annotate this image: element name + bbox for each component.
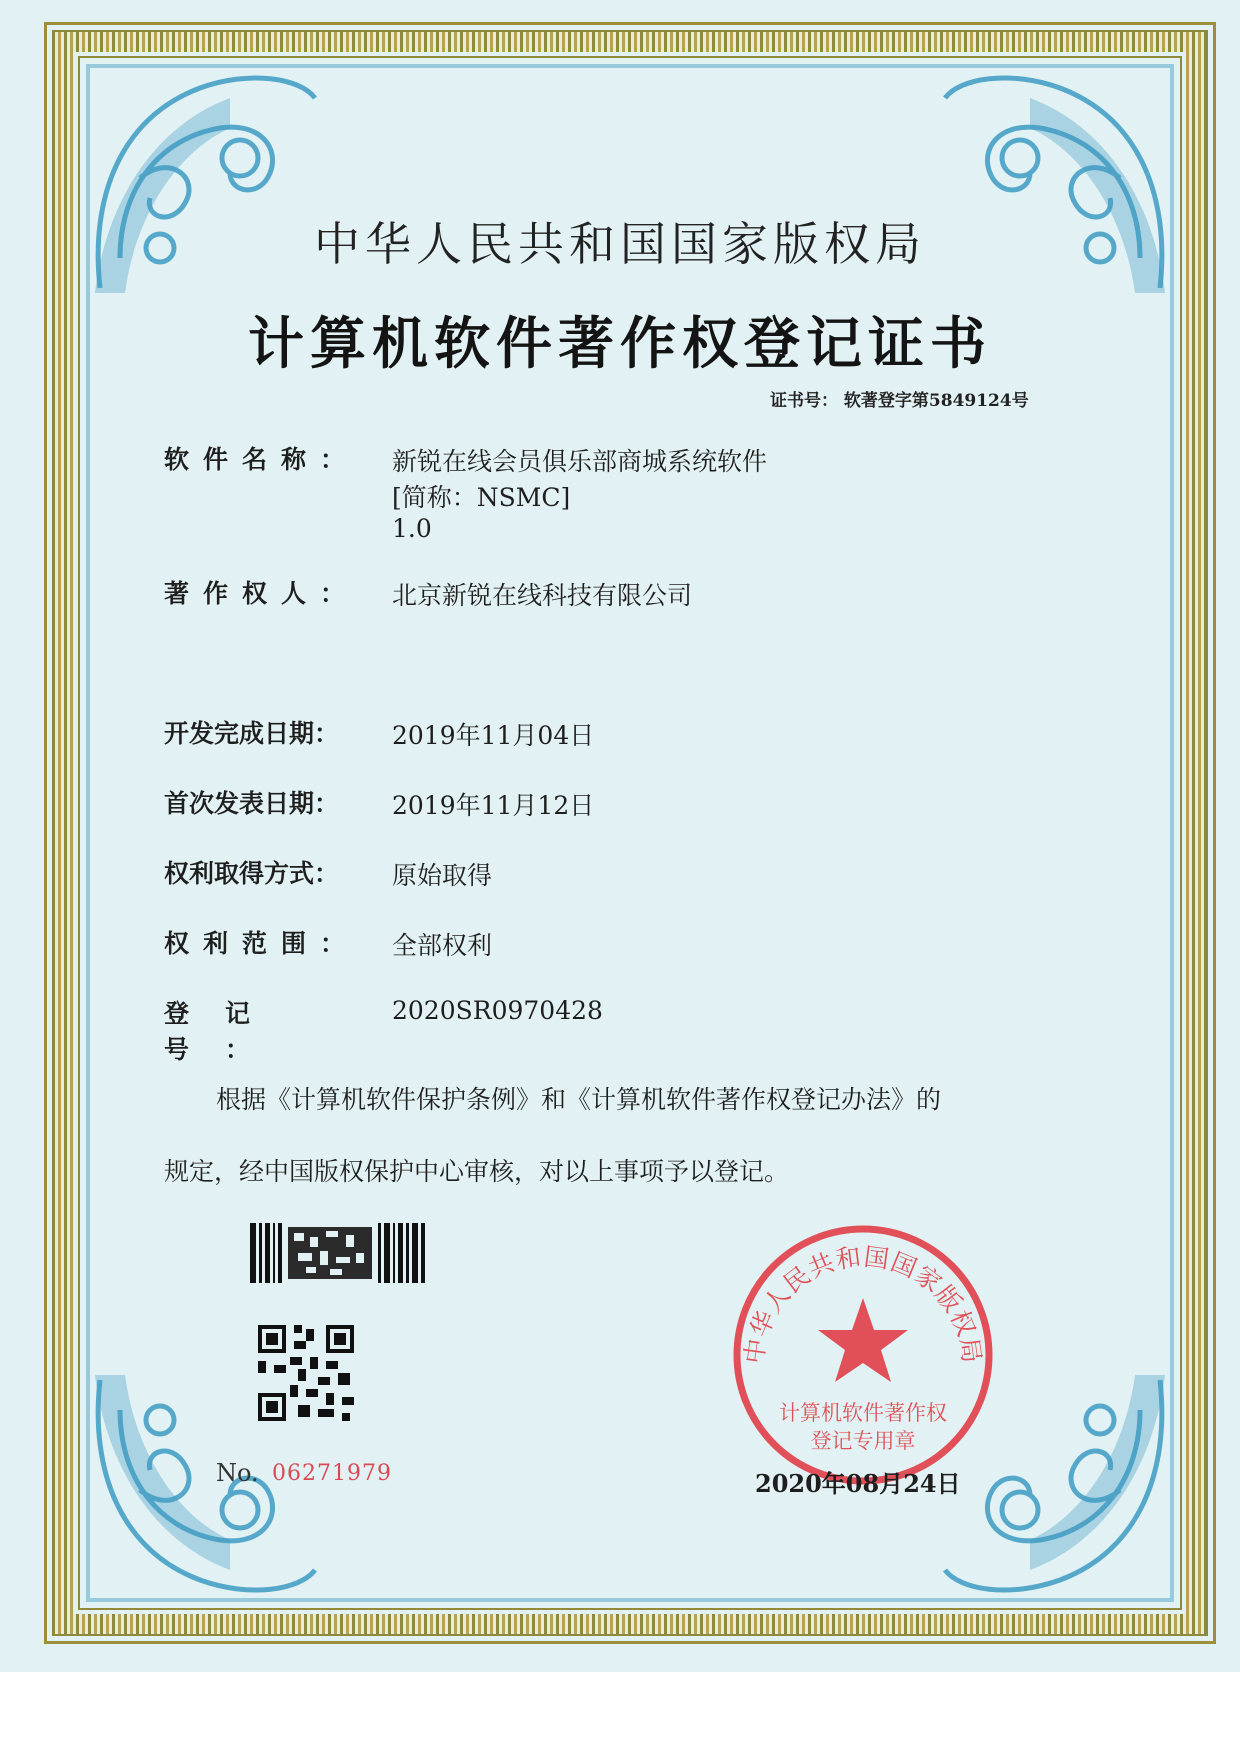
certificate-number: 证书号： 软著登字第5849124号 [770,391,1029,411]
software-name-label [164,440,364,476]
copyright-owner-label [164,574,364,610]
seal-inner-line-2: 登记专用章 [810,1429,916,1453]
registration-statement [164,1064,1104,1208]
rights-scope-label-text: 权利范围： [164,929,360,958]
registration-number-label [164,994,364,1066]
software-short-name: [简称：NSMC] [392,483,571,512]
completion-date-label [164,714,364,750]
first-publication-date-label [164,784,364,820]
registration-number-label-text: 登记号： [164,999,287,1064]
serial-number-value: 06271979 [272,1461,392,1486]
seal-star-icon [818,1298,908,1382]
barcode [250,1223,428,1283]
certificate-title: 计算机软件著作权登记证书 [248,311,992,377]
acquisition-method-label [164,854,364,890]
software-name-label-text: 软件名称： [164,445,360,474]
statement-line-2: 规定，经中国版权保护中心审核，对以上事项予以登记。 [164,1157,790,1186]
first-publication-date-value: 2019年11月12日 [392,791,595,820]
software-name-value: 新锐在线会员俱乐部商城系统软件 [392,447,768,476]
issuer-name: 中华人民共和国国家版权局 [314,217,926,271]
issue-date: 2020年08月24日 [755,1469,961,1498]
statement-line-1: 根据《计算机软件保护条例》和《计算机软件著作权登记办法》的 [216,1085,942,1114]
first-publication-date-label-text: 首次发表日期： [164,789,340,818]
software-version: 1.0 [392,514,432,543]
completion-date-label-text: 开发完成日期： [164,719,340,748]
rights-scope-label [164,924,364,960]
copyright-owner-value: 北京新锐在线科技有限公司 [392,581,693,610]
serial-number-label: No. [216,1459,259,1487]
acquisition-method-value: 原始取得 [392,861,493,890]
completion-date-value: 2019年11月04日 [392,721,595,750]
qr-code [258,1325,354,1421]
acquisition-method-label-text: 权利取得方式： [164,859,340,888]
rights-scope-value: 全部权利 [392,931,493,960]
copyright-owner-label-text: 著作权人： [164,579,360,608]
seal-outer-text: 中华人民共和国国家版权局 [739,1242,987,1366]
seal-inner-line-1: 计算机软件著作权 [779,1401,947,1425]
official-seal [728,1220,998,1490]
registration-number-value: 2020SR0970428 [392,996,603,1025]
